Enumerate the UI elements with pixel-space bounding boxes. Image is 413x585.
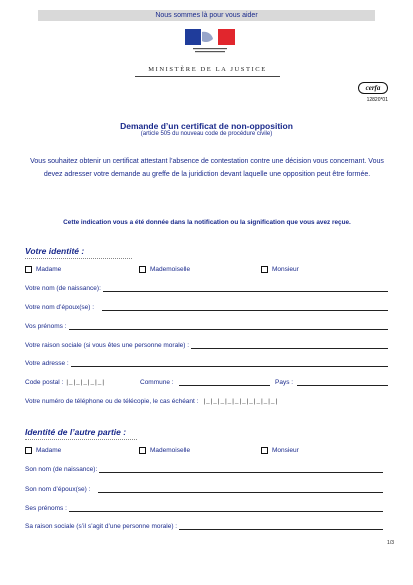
input-line[interactable]	[71, 360, 388, 367]
other-mademoiselle-option[interactable]: Mademoiselle	[139, 447, 190, 454]
identity-mademoiselle-option[interactable]: Mademoiselle	[139, 266, 190, 273]
input-line[interactable]	[179, 379, 270, 386]
identity-country-field[interactable]: Pays :	[275, 377, 388, 386]
input-line[interactable]	[69, 505, 383, 512]
input-line[interactable]	[99, 466, 383, 473]
checkbox-icon[interactable]	[261, 447, 268, 454]
identity-phone-field[interactable]: Votre numéro de téléphone ou de télécopie, le cas échéant : |_|_|_|_|_|_|_|_|_|_|	[25, 398, 279, 405]
identity-city-field[interactable]: Commune :	[140, 377, 270, 386]
identity-monsieur-option[interactable]: Monsieur	[261, 266, 299, 273]
other-party-heading-rule	[25, 439, 137, 440]
other-monsieur-option[interactable]: Monsieur	[261, 447, 299, 454]
other-birth-name-field[interactable]: Son nom (de naissance):	[25, 464, 383, 473]
form-title: Demande d’un certificat de non-opposition	[120, 121, 293, 131]
form-reference: 12820*01	[366, 97, 388, 103]
identity-madame-option[interactable]: Madame	[25, 266, 61, 273]
phone-slots[interactable]: |_|_|_|_|_|_|_|_|_|_|	[202, 398, 279, 405]
other-company-field[interactable]: Sa raison sociale (s’il s’agit d’une personne morale) :	[25, 521, 383, 530]
identity-heading-rule	[25, 258, 132, 259]
identity-first-names-field[interactable]: Vos prénoms :	[25, 321, 388, 330]
identity-heading: Votre identité :	[25, 246, 85, 256]
input-line[interactable]	[69, 323, 388, 330]
ministry-divider	[135, 76, 280, 77]
checkbox-icon[interactable]	[139, 266, 146, 273]
input-line[interactable]	[102, 304, 388, 311]
intro-paragraph: Vous souhaitez obtenir un certificat attestant l’absence de contestation contre une décision vous concernant. Vous devez adresser votre demande au greffe de la juridiction devant laquelle une opposition peut être formée.	[30, 158, 384, 178]
cerfa-logo: cerfa	[358, 82, 388, 94]
identity-postal-code-field[interactable]: Code postal : |_|_|_|_|_|	[25, 379, 105, 386]
checkbox-icon[interactable]	[139, 447, 146, 454]
checkbox-icon[interactable]	[25, 266, 32, 273]
page-number: 1/3	[387, 540, 394, 546]
other-madame-option[interactable]: Madame	[25, 447, 61, 454]
identity-spouse-name-field[interactable]: Votre nom d’époux(se) :	[25, 302, 388, 311]
marianne-logo-icon	[185, 29, 235, 55]
help-banner: Nous sommes là pour vous aider	[38, 10, 375, 21]
postal-code-slots[interactable]: |_|_|_|_|_|	[65, 379, 105, 386]
input-line[interactable]	[103, 285, 388, 292]
input-line[interactable]	[179, 523, 383, 530]
identity-company-field[interactable]: Votre raison sociale (si vous êtes une personne morale) :	[25, 340, 388, 349]
notice-paragraph: Cette indication vous a été donnée dans la notification ou la signification que vous avez reçue.	[63, 219, 351, 226]
input-line[interactable]	[98, 486, 383, 493]
ministry-name: MINISTÈRE DE LA JUSTICE	[148, 66, 267, 73]
other-party-heading: Identité de l’autre partie :	[25, 427, 127, 437]
identity-birth-name-field[interactable]: Votre nom (de naissance):	[25, 283, 388, 292]
input-line[interactable]	[297, 379, 388, 386]
identity-address-field[interactable]: Votre adresse :	[25, 358, 388, 367]
checkbox-icon[interactable]	[261, 266, 268, 273]
other-spouse-name-field[interactable]: Son nom d’époux(se) :	[25, 484, 383, 493]
other-first-names-field[interactable]: Ses prénoms :	[25, 503, 383, 512]
form-subtitle: (article 505 du nouveau code de procédure civile)	[140, 131, 273, 137]
input-line[interactable]	[191, 342, 388, 349]
checkbox-icon[interactable]	[25, 447, 32, 454]
